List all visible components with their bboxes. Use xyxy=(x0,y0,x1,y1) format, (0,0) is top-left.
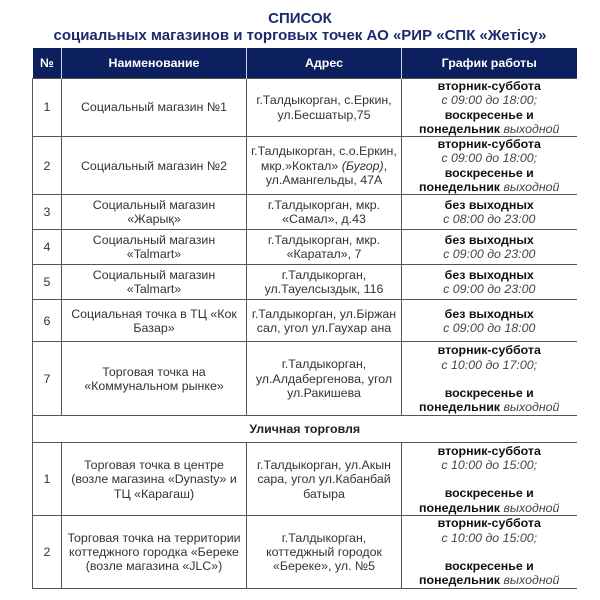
schedule-off-days: воскресенье и понедельник xyxy=(419,558,534,588)
row-num: 1 xyxy=(33,443,62,516)
schedule-hours: с 09:00 до 23:00 xyxy=(443,247,536,262)
row-address: г.Талдыкорган, ул.Тауелсыздык, 116 xyxy=(247,265,402,300)
row-name: Социальный магазин №1 xyxy=(62,79,247,137)
stores-table xyxy=(32,48,577,589)
table-row xyxy=(33,516,577,588)
row-address: г.Талдыкорган, с.Еркин, ул.Бесшатыр,75 xyxy=(247,79,402,137)
row-schedule xyxy=(402,443,577,516)
row-name: Торговая точка в центре (возле магазина «Dynasty» и ТЦ «Карагаш) xyxy=(62,443,247,516)
row-schedule xyxy=(402,230,577,265)
row-name: Социальная точка в ТЦ «Кок Базар» xyxy=(62,300,247,342)
schedule-days: вторник-суббота xyxy=(437,137,541,152)
row-schedule xyxy=(402,265,577,300)
schedule-hours: с 10:00 до 15:00; xyxy=(441,530,538,545)
schedule-hours: с 09:00 до 18:00 xyxy=(443,320,536,335)
table-header-row xyxy=(33,48,577,79)
header-num: № xyxy=(33,48,62,79)
row-name: Социальный магазин «Жарық» xyxy=(62,195,247,230)
table-row xyxy=(33,195,577,230)
schedule-off-days: воскресенье и понедельник xyxy=(419,107,534,136)
header-name: Наименование xyxy=(62,48,247,79)
schedule-days: без выходных xyxy=(444,198,534,213)
document-subtitle: социальных магазинов и торговых точек АО «РИР «СПК «Жетісу» xyxy=(53,27,547,44)
schedule-off-label: выходной xyxy=(503,121,560,136)
schedule-off-days: воскресенье и понедельник xyxy=(419,165,534,195)
row-num: 2 xyxy=(33,516,62,588)
row-schedule xyxy=(402,516,577,588)
row-schedule xyxy=(402,79,577,137)
schedule-hours: с 10:00 до 17:00; xyxy=(441,357,538,372)
schedule-hours: с 09:00 до 18:00; xyxy=(441,151,538,166)
row-schedule xyxy=(402,300,577,342)
address-note: (Бугор) xyxy=(341,158,384,173)
table-row xyxy=(33,443,577,516)
schedule-hours: с 08:00 до 23:00 xyxy=(443,212,536,227)
schedule-hours: с 10:00 до 15:00; xyxy=(441,458,538,473)
row-address: г.Талдыкорган, ул.Акын сара, угол ул.Кабанбай батыра xyxy=(247,443,402,516)
row-num: 1 xyxy=(33,79,62,137)
table-row xyxy=(33,265,577,300)
schedule-off-days: воскресенье и понедельник xyxy=(419,486,534,515)
row-name: Социальный магазин «Talmart» xyxy=(62,230,247,265)
section-row xyxy=(33,416,577,443)
schedule-days: вторник-суббота xyxy=(437,79,541,93)
schedule-days: без выходных xyxy=(444,306,534,321)
row-address: г.Талдыкорган, ул.Біржан сал, угол ул.Гаухар ана xyxy=(247,300,402,342)
section-title: Уличная торговля xyxy=(33,416,577,443)
row-schedule xyxy=(402,195,577,230)
schedule-days: без выходных xyxy=(444,233,534,248)
row-name: Торговая точка на территории коттеджного городка «Береке (возле магазина «JLC») xyxy=(62,516,247,588)
table-row xyxy=(33,300,577,342)
schedule-hours: с 09:00 до 18:00; xyxy=(441,93,538,108)
row-address xyxy=(247,137,402,195)
row-name: Социальный магазин №2 xyxy=(62,137,247,195)
table-row xyxy=(33,137,577,195)
row-num: 6 xyxy=(33,300,62,342)
address-part: г.Талдыкорган, с.о.Еркин, мкр.»Коктал» xyxy=(251,144,397,173)
row-address: г.Талдыкорган, мкр. «Каратал», 7 xyxy=(247,230,402,265)
row-num: 4 xyxy=(33,230,62,265)
table-row xyxy=(33,230,577,265)
row-address: г.Талдыкорган, ул.Алдабергенова, угол ул.Ракишева xyxy=(247,342,402,416)
schedule-days: вторник-суббота xyxy=(437,443,541,458)
row-address: г.Талдыкорган, коттеджный городок «Береке», ул. №5 xyxy=(247,516,402,588)
row-num: 7 xyxy=(33,342,62,416)
row-num: 2 xyxy=(33,137,62,195)
schedule-days: вторник-суббота xyxy=(437,516,541,531)
schedule-days: без выходных xyxy=(444,268,534,283)
schedule-off-days: воскресенье и понедельник xyxy=(419,385,534,415)
table-row xyxy=(33,342,577,416)
schedule-off-label: выходной xyxy=(503,400,560,415)
schedule-off-label: выходной xyxy=(503,573,560,588)
schedule-off-label: выходной xyxy=(503,180,560,195)
header-schedule: График работы xyxy=(402,48,577,79)
schedule-off-label: выходной xyxy=(503,500,560,515)
header-address: Адрес xyxy=(247,48,402,79)
row-name: Социальный магазин «Talmart» xyxy=(62,265,247,300)
schedule-days: вторник-суббота xyxy=(437,343,541,358)
document-title: СПИСОК xyxy=(268,10,332,27)
row-schedule xyxy=(402,137,577,195)
row-name: Торговая точка на «Коммунальном рынке» xyxy=(62,342,247,416)
table-row xyxy=(33,79,577,137)
address-part: , ул.Амангельды, 47А xyxy=(265,158,388,187)
row-schedule xyxy=(402,342,577,416)
row-num: 5 xyxy=(33,265,62,300)
row-address: г.Талдыкорган, мкр. «Самал», д.43 xyxy=(247,195,402,230)
row-num: 3 xyxy=(33,195,62,230)
schedule-hours: с 09:00 до 23:00 xyxy=(443,282,536,297)
